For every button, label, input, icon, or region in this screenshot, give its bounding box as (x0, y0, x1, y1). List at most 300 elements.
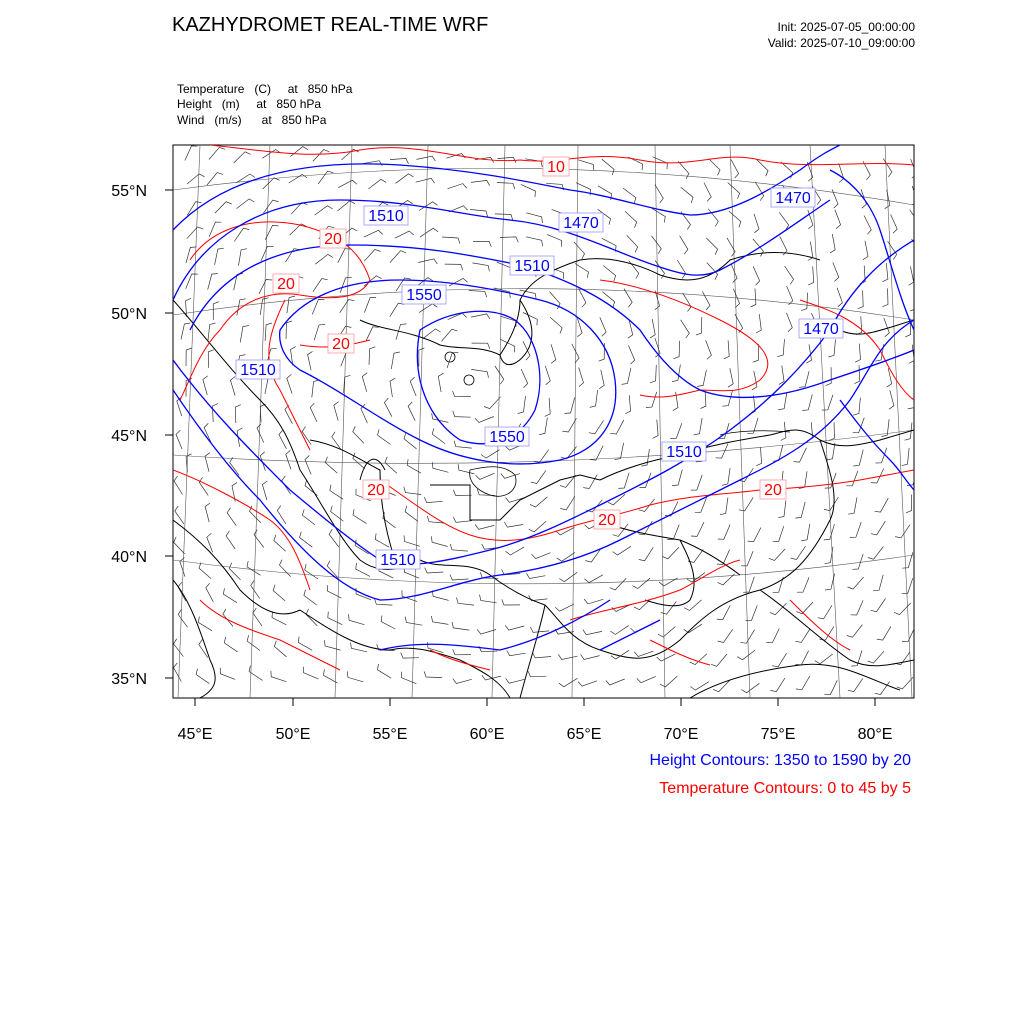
wind-barb (424, 497, 443, 503)
wind-barb (882, 288, 888, 306)
wind-barb (527, 573, 546, 578)
wind-barb (205, 453, 210, 472)
wind-barb (174, 476, 183, 494)
lat-label: 50°N (111, 306, 147, 323)
wind-barb (906, 495, 912, 513)
wind-barb (610, 420, 624, 434)
wind-barb (457, 598, 475, 606)
wind-barb (799, 471, 807, 488)
wind-barb (650, 319, 655, 338)
wind-barb (731, 264, 737, 283)
wind-barb (627, 235, 638, 252)
wind-barb (453, 517, 472, 522)
wind-barb (728, 183, 740, 199)
wind-barb (312, 380, 320, 398)
valid-time: Valid: 2025-07-10_09:00:00 (767, 36, 915, 50)
wind-barb (769, 549, 786, 561)
wind-barb (729, 211, 741, 227)
wind-barb (240, 326, 249, 343)
wind-barb (521, 369, 528, 388)
wind-barb (864, 216, 871, 235)
wind-barb (796, 602, 813, 614)
wind-barb (349, 614, 365, 625)
lon-label: 50°E (275, 726, 311, 743)
wind-barb (558, 655, 577, 660)
wind-barb (530, 497, 548, 507)
wind-barb (653, 420, 658, 439)
wind-barb (181, 323, 190, 340)
wind-barb (289, 174, 307, 183)
wind-barb (186, 298, 192, 317)
wind-barb (304, 590, 317, 605)
wind-barb (187, 174, 205, 184)
wind-barb (912, 186, 917, 205)
temperature-contours (173, 145, 914, 670)
wind-barb (207, 173, 223, 185)
wind-barb (305, 564, 318, 579)
wind-barb (722, 468, 730, 485)
wind-barb (670, 423, 682, 438)
wind-barb (313, 279, 328, 292)
field-height: Height (m) at 850 hPa (177, 97, 322, 111)
wind-barb (585, 549, 600, 562)
wind-barb (366, 327, 379, 341)
wind-barb (442, 237, 460, 244)
wind-barb (450, 544, 468, 551)
wind-barb (395, 231, 414, 238)
wind-barb (260, 404, 265, 423)
wind-barb (337, 201, 355, 211)
wind-barb (471, 314, 490, 319)
plot-frame (173, 145, 914, 698)
wind-barb (625, 395, 630, 414)
wind-barb (555, 604, 574, 611)
wind-barb (833, 262, 839, 281)
wind-barb (472, 343, 490, 349)
wind-barb (362, 373, 367, 392)
wind-barb (709, 159, 720, 176)
wind-barb (722, 390, 732, 406)
wind-barb (545, 398, 551, 417)
wind-barb (209, 222, 221, 237)
wind-barb (315, 254, 333, 264)
wind-barb (423, 329, 441, 339)
wind-barb (416, 178, 435, 183)
wind-barb (186, 454, 191, 473)
wind-barb (282, 476, 291, 494)
wind-barb (827, 443, 835, 460)
wind-barb (713, 680, 730, 691)
lon-label: 70°E (663, 726, 699, 743)
wind-barb (828, 340, 835, 358)
wind-barb (684, 624, 702, 633)
wind-barb (702, 291, 710, 310)
wind-barb (523, 341, 530, 360)
wind-barb (584, 599, 603, 604)
wind-barb (315, 206, 333, 215)
wind-barbs (174, 146, 921, 695)
wind-barb (851, 600, 863, 615)
wind-barb (405, 506, 418, 521)
wind-barb (659, 578, 678, 586)
wind-barb (895, 525, 910, 538)
wind-barb (672, 470, 682, 486)
temperature-label: 20 (598, 512, 616, 529)
wind-barb (657, 654, 676, 661)
wind-barb (452, 622, 469, 630)
wind-barb (770, 603, 787, 615)
wind-barb (871, 599, 886, 612)
wind-barb (912, 239, 921, 257)
wind-barb (575, 263, 589, 277)
latitude-labels (111, 183, 147, 688)
wind-barb (801, 524, 810, 541)
wind-barb (230, 377, 235, 396)
wind-barb (390, 303, 404, 317)
wind-barb (401, 672, 416, 684)
wind-barb (660, 676, 677, 687)
wind-barb (469, 291, 487, 298)
height-label: 1470 (775, 190, 811, 207)
wind-barb (565, 397, 575, 413)
wind-barb (772, 653, 786, 667)
lon-label: 60°E (469, 726, 505, 743)
wind-barb (717, 550, 730, 565)
wind-barb (602, 159, 614, 175)
wind-barb (390, 251, 406, 263)
wind-barb (683, 293, 691, 312)
wind-barb (694, 418, 703, 435)
wind-barb (215, 202, 232, 213)
wind-barb (174, 663, 182, 682)
wind-barb (786, 313, 792, 332)
wind-barb (753, 266, 760, 285)
wind-barb (261, 246, 273, 261)
wind-barb (401, 653, 419, 659)
map-layers (173, 145, 920, 698)
wind-barb (432, 428, 445, 443)
wind-barb (186, 274, 198, 289)
wind-barb (501, 474, 520, 479)
wind-barb (220, 668, 235, 680)
wind-barb (353, 509, 367, 523)
wind-barb (390, 158, 409, 163)
wind-barb (239, 249, 248, 266)
wind-barb (277, 506, 286, 524)
wind-barb (871, 521, 885, 535)
wind-barb (560, 496, 575, 510)
wind-barb (504, 522, 523, 527)
wind-barb (208, 274, 218, 290)
lon-label: 75°E (760, 726, 796, 743)
wind-barb (603, 266, 616, 282)
wind-barb (756, 447, 761, 466)
wind-barb (802, 394, 812, 410)
wind-barb (325, 640, 341, 650)
wind-barb (313, 150, 329, 162)
wind-barb (545, 366, 550, 385)
wind-barb (891, 214, 898, 233)
wind-barb (815, 654, 833, 664)
wind-barb (290, 147, 308, 157)
wind-barb (475, 417, 494, 423)
wind-barb (848, 678, 863, 691)
wind-barb (502, 599, 520, 605)
wind-barb (667, 525, 679, 540)
wind-barb (606, 679, 625, 685)
wind-barb (847, 625, 863, 638)
wind-barb (526, 213, 542, 223)
wind-barb (681, 320, 690, 338)
wind-barb (701, 390, 706, 408)
wind-barb (476, 473, 495, 479)
wind-barb (559, 572, 577, 581)
wind-barb (247, 635, 260, 650)
wind-barb (824, 497, 839, 511)
wind-barb (432, 462, 448, 472)
wind-barb (259, 280, 272, 294)
wind-barb (778, 501, 786, 518)
wind-barb (741, 551, 753, 566)
wind-barb (779, 212, 789, 230)
wind-barb (796, 676, 810, 690)
wind-barb (523, 313, 537, 326)
wind-barb (187, 202, 201, 216)
wind-barb (737, 650, 755, 660)
wind-barb (839, 163, 844, 182)
wind-barb (562, 418, 576, 432)
wind-barb (718, 525, 730, 540)
lat-label: 35°N (111, 671, 147, 688)
temperature-label: 10 (547, 159, 565, 176)
wind-barb (347, 671, 363, 681)
wind-barb (506, 498, 525, 503)
wind-barb (271, 671, 287, 682)
wind-barb (889, 390, 894, 409)
wind-barb (848, 497, 857, 514)
graticule (173, 145, 914, 698)
wind-barb (613, 546, 631, 555)
map-title: KAZHYDROMET REAL-TIME WRF (172, 14, 489, 36)
temperature-label: 20 (764, 482, 782, 499)
wind-barb (697, 370, 706, 387)
wind-barb (528, 671, 546, 677)
wind-barb (681, 187, 693, 203)
wind-barb (235, 405, 241, 423)
wind-barb (884, 318, 890, 337)
wind-barb (404, 535, 420, 546)
wind-barb (497, 262, 512, 274)
wind-barb (551, 344, 556, 363)
wind-barb (618, 473, 629, 489)
wind-barb (532, 553, 551, 559)
temperature-label: 20 (277, 276, 295, 293)
wind-barb (312, 299, 324, 314)
wind-barb (257, 424, 264, 443)
wind-barb (418, 259, 437, 264)
field-wind: Wind (m/s) at 850 hPa (177, 113, 327, 127)
wind-barb (754, 214, 759, 233)
wind-barb (310, 403, 317, 422)
wind-barb (853, 398, 860, 416)
wind-barb (531, 470, 546, 483)
height-label: 1510 (380, 552, 416, 569)
wind-barb (205, 503, 210, 522)
wind-barb (338, 180, 357, 188)
height-label: 1470 (563, 215, 599, 232)
wind-barb (846, 471, 858, 486)
wind-barb (368, 179, 386, 189)
wind-barb (234, 152, 251, 163)
wind-barb (848, 577, 864, 589)
wind-barb (902, 578, 913, 594)
wind-barb (529, 521, 546, 532)
wind-barb (704, 183, 711, 202)
wind-barb (419, 304, 437, 313)
longitude-labels (178, 726, 893, 743)
wind-barb (795, 629, 810, 642)
wind-barb (883, 263, 888, 282)
height-label: 1550 (406, 287, 442, 304)
wind-barb (753, 344, 759, 362)
wind-barb (417, 156, 436, 161)
wind-barb (757, 160, 769, 177)
wind-barb (599, 370, 604, 389)
wind-barb (581, 655, 600, 660)
wind-barb (445, 264, 463, 270)
wind-barb (533, 653, 552, 658)
wind-barb (302, 509, 315, 525)
wind-barb (424, 671, 442, 677)
wind-barb (559, 678, 577, 687)
wind-barb (186, 247, 196, 263)
wind-barb (589, 421, 604, 434)
wind-barb (186, 348, 192, 366)
wind-barb (176, 430, 182, 449)
wind-barb (525, 159, 542, 167)
wind-barb (206, 583, 214, 602)
wind-barb (578, 160, 594, 171)
wind-barb (691, 682, 709, 690)
wind-barb (378, 429, 391, 444)
wind-barb (908, 392, 917, 409)
wind-barb (743, 577, 754, 593)
wind-barb (431, 536, 447, 546)
temperature-label: 20 (332, 336, 350, 353)
init-time: Init: 2025-07-05_00:00:00 (777, 20, 915, 34)
wind-barb (420, 228, 438, 237)
wind-barb (526, 237, 543, 246)
wind-barb (448, 184, 467, 189)
wind-barb (718, 629, 733, 642)
height-label: 1510 (368, 208, 404, 225)
wind-barb (534, 450, 549, 463)
wind-barb (799, 371, 809, 387)
wind-barb (678, 161, 689, 178)
wind-barb (741, 683, 759, 693)
wind-barb (453, 411, 471, 417)
wind-barb (547, 234, 562, 246)
wind-barb (858, 291, 864, 309)
wind-barb (583, 630, 602, 635)
wind-barb (198, 617, 212, 631)
wind-barb (280, 560, 291, 577)
wind-barb (639, 499, 655, 512)
wind-barb (453, 490, 471, 496)
height-label: 1510 (666, 444, 702, 461)
wind-barb (739, 497, 753, 511)
wind-barb (404, 487, 421, 495)
wind-barb (497, 183, 515, 190)
wind-barb (475, 525, 494, 530)
wind-barb (287, 296, 295, 313)
wind-barb (808, 266, 813, 285)
wind-barb (431, 616, 448, 624)
height-label: 1510 (240, 362, 276, 379)
wind-barb (227, 508, 236, 526)
wind-barb (650, 365, 656, 383)
height-label: 1510 (514, 258, 550, 275)
wind-barb (521, 184, 536, 197)
wind-barb (287, 374, 292, 393)
wind-barb (185, 146, 198, 161)
wind-barb (518, 396, 526, 413)
wind-barb (590, 446, 603, 460)
wind-barb (684, 600, 701, 611)
wind-barb (453, 391, 471, 397)
wind-barb (868, 547, 884, 560)
wind-barb (286, 450, 291, 469)
wind-barb (677, 260, 685, 278)
wind-barb (873, 575, 883, 591)
wind-barb (639, 547, 654, 561)
wind-barb (909, 345, 914, 364)
wind-barb (472, 263, 489, 271)
wind-barb (791, 546, 806, 559)
wind-barb (453, 679, 472, 684)
wind-barb (305, 455, 311, 474)
wind-barb (795, 651, 808, 665)
wind-barb (329, 529, 339, 547)
wind-barb (633, 578, 651, 588)
wind-barb (610, 626, 628, 635)
wind-barb (471, 369, 488, 377)
wind-barb (728, 368, 733, 387)
wind-barb (902, 448, 909, 466)
wind-barb (628, 345, 634, 364)
wind-barb (795, 502, 805, 518)
wind-barb (751, 289, 756, 308)
wind-barb (334, 402, 339, 421)
wind-barb (253, 608, 262, 626)
wind-barb (818, 605, 832, 619)
wind-barb (662, 547, 679, 559)
wind-barb (854, 365, 859, 383)
wind-barb (830, 234, 835, 253)
lat-label: 55°N (111, 183, 147, 200)
wind-barb (600, 317, 606, 336)
wind-barb (234, 274, 243, 291)
height-label: 1550 (489, 429, 525, 446)
wind-barb (450, 575, 469, 580)
wind-barb (208, 350, 214, 368)
wind-barb (910, 293, 916, 311)
height-label: 1470 (803, 321, 839, 338)
wind-barb (773, 526, 784, 542)
wind-barb (453, 649, 471, 655)
wind-barb (711, 654, 727, 666)
wind-barb (484, 397, 500, 409)
